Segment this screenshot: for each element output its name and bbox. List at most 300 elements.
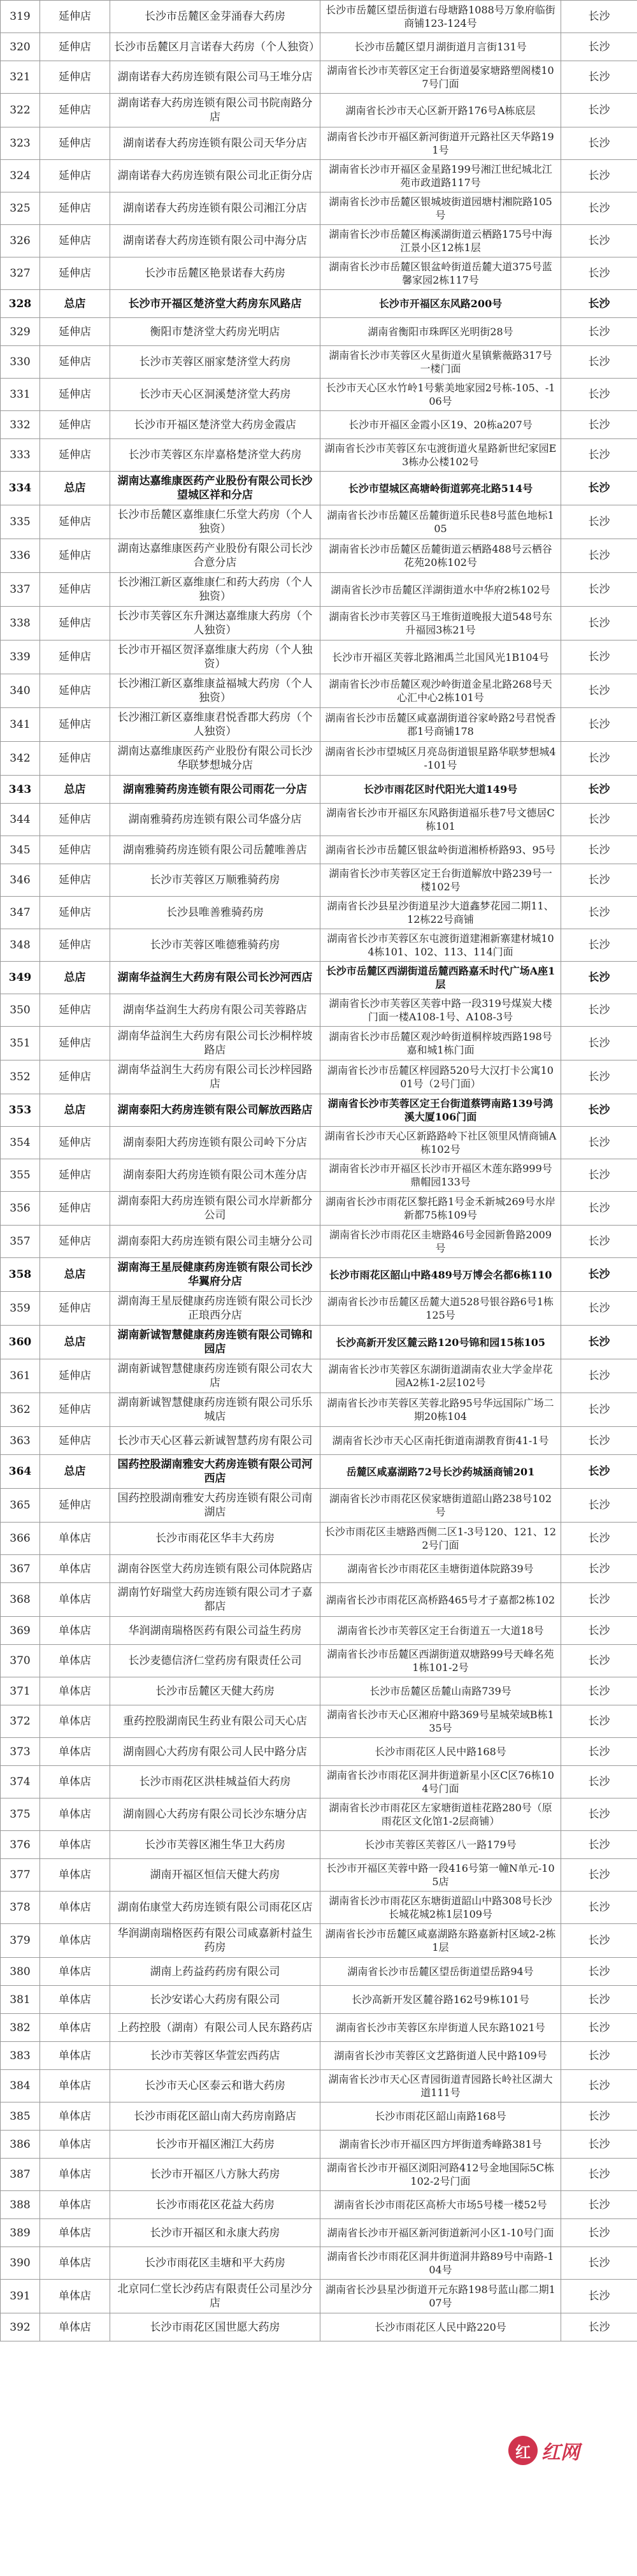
city: 长沙 <box>561 640 637 674</box>
city: 长沙 <box>561 318 637 346</box>
store-address: 湖南省长沙市天心区青园街道青园路长岭社区湖大道111号 <box>320 2070 561 2102</box>
store-name: 长沙安诺心大药房有限公司 <box>110 1986 320 2014</box>
city: 长沙 <box>561 804 637 836</box>
store-address: 湖南省长沙市雨花区高桥大市场5号楼一楼52号 <box>320 2191 561 2219</box>
table-row <box>1 674 637 708</box>
store-name: 湖南华益润生大药房有限公司长沙梓园路店 <box>110 1060 320 1094</box>
table-row <box>1 439 637 472</box>
table-row <box>1 2247 637 2280</box>
table-row <box>1 1127 637 1159</box>
store-name: 长沙市芙蓉区丽家楚济堂大药房 <box>110 346 320 379</box>
table-row <box>1 1292 637 1326</box>
city: 长沙 <box>561 1226 637 1258</box>
store-type: 延伸店 <box>40 505 110 539</box>
city: 长沙 <box>561 1127 637 1159</box>
store-type: 单体店 <box>40 2014 110 2042</box>
store-type: 单体店 <box>40 2102 110 2131</box>
store-name: 长沙市雨花区华丰大药房 <box>110 1523 320 1555</box>
row-number: 381 <box>1 1986 40 2014</box>
table-row <box>1 1859 637 1892</box>
store-address: 长沙市岳麓区岳麓山南路739号 <box>320 1677 561 1705</box>
store-address: 湖南省长沙市开福区东风路街道福乐巷7号文德居C栋101 <box>320 804 561 836</box>
city: 长沙 <box>561 127 637 160</box>
table-row <box>1 1326 637 1359</box>
row-number: 360 <box>1 1326 40 1359</box>
store-address: 湖南省长沙市雨花区高桥路465号才子嘉都2栋102 <box>320 1583 561 1617</box>
store-address: 长沙市雨花区时代阳光大道149号 <box>320 776 561 804</box>
store-name: 长沙市岳麓区嘉维康仁乐堂大药房（个人独资） <box>110 505 320 539</box>
table-row <box>1 1523 637 1555</box>
row-number: 385 <box>1 2102 40 2131</box>
table-row <box>1 994 637 1027</box>
store-name: 湖南诺春大药房连锁有限公司中海分店 <box>110 225 320 257</box>
table-row <box>1 2042 637 2070</box>
table-row <box>1 1427 637 1455</box>
row-number: 331 <box>1 379 40 411</box>
table-row <box>1 2070 637 2102</box>
store-address: 湖南省长沙市雨花区东塘街道韶山中路308号长沙长城花城2栋1层109号 <box>320 1892 561 1924</box>
row-number: 349 <box>1 962 40 994</box>
store-name: 长沙市芙蓉区唯德雅骑药房 <box>110 929 320 962</box>
table-row <box>1 607 637 640</box>
table-row <box>1 1798 637 1831</box>
store-type: 单体店 <box>40 1555 110 1583</box>
store-name: 国药控股湖南雅安大药房连锁有限公司南湖店 <box>110 1489 320 1523</box>
table-row <box>1 836 637 864</box>
city: 长沙 <box>561 1455 637 1489</box>
row-number: 378 <box>1 1892 40 1924</box>
store-name: 长沙市岳麓区天健大药房 <box>110 1677 320 1705</box>
city: 长沙 <box>561 864 637 897</box>
row-number: 354 <box>1 1127 40 1159</box>
table-row <box>1 61 637 94</box>
store-type: 延伸店 <box>40 1427 110 1455</box>
store-address: 湖南省长沙市开福区浏阳河路412号金地国际5C栋102-2号门面 <box>320 2159 561 2191</box>
store-address: 湖南省长沙市岳麓区岳麓街道乐民巷8号蓝色地标105 <box>320 505 561 539</box>
table-row <box>1 573 637 607</box>
city: 长沙 <box>561 379 637 411</box>
city: 长沙 <box>561 1859 637 1892</box>
row-number: 356 <box>1 1192 40 1226</box>
city: 长沙 <box>561 1393 637 1427</box>
store-address: 湖南省长沙市岳麓区银盆岭街道岳麓大道375号蓝馨家园2栋117号 <box>320 257 561 290</box>
store-address: 湖南省长沙市开福区四方坪街道秀峰路381号 <box>320 2131 561 2159</box>
row-number: 351 <box>1 1027 40 1060</box>
store-address: 湖南省长沙市雨花区左家塘街道桂花路280号（原雨花区文化馆1-2层商铺） <box>320 1798 561 1831</box>
table-row <box>1 1986 637 2014</box>
store-address: 湖南省长沙市岳麓区望岳街道望岳路94号 <box>320 1958 561 1986</box>
row-number: 344 <box>1 804 40 836</box>
store-type: 总店 <box>40 1094 110 1127</box>
store-address: 湖南省长沙市芙蓉区定王台街道晏家塘路塑阁楼107号门面 <box>320 61 561 94</box>
store-name: 长沙县唯善雅骑药房 <box>110 897 320 929</box>
store-name: 湖南雅骑药房连锁有限公司华盛分店 <box>110 804 320 836</box>
city: 长沙 <box>561 1192 637 1226</box>
row-number: 338 <box>1 607 40 640</box>
store-address: 湖南省长沙市芙蓉区定王台街道五一大道18号 <box>320 1617 561 1645</box>
city: 长沙 <box>561 505 637 539</box>
store-type: 单体店 <box>40 1705 110 1738</box>
row-number: 355 <box>1 1159 40 1192</box>
store-type: 单体店 <box>40 1892 110 1924</box>
row-number: 361 <box>1 1359 40 1393</box>
store-name: 湖南上药益药药房有限公司 <box>110 1958 320 1986</box>
watermark-text: 红网 <box>541 2442 580 2464</box>
store-type: 延伸店 <box>40 607 110 640</box>
table-row <box>1 2280 637 2313</box>
store-name: 湖南雅骑药房连锁有限公司雨花一分店 <box>110 776 320 804</box>
table-row <box>1 1766 637 1798</box>
table-row <box>1 897 637 929</box>
table-row <box>1 94 637 127</box>
store-name: 湖南诺春大药房连锁有限公司马王堆分店 <box>110 61 320 94</box>
store-address: 湖南省长沙市望城区月亮岛街道银星路华联梦想城4-101号 <box>320 742 561 776</box>
row-number: 343 <box>1 776 40 804</box>
store-name: 湖南达嘉维康医药产业股份有限公司长沙望城区祥和分店 <box>110 472 320 505</box>
store-type: 延伸店 <box>40 674 110 708</box>
table-row <box>1 472 637 505</box>
store-name: 长沙市芙蓉区万顺雅骑药房 <box>110 864 320 897</box>
store-type: 单体店 <box>40 2042 110 2070</box>
store-name: 长沙市芙蓉区东升渊达嘉维康大药房（个人独资） <box>110 607 320 640</box>
row-number: 387 <box>1 2159 40 2191</box>
store-type: 延伸店 <box>40 864 110 897</box>
store-type: 延伸店 <box>40 640 110 674</box>
table-row <box>1 257 637 290</box>
store-address: 长沙市望城区高塘岭街道郭亮北路514号 <box>320 472 561 505</box>
table-row <box>1 1094 637 1127</box>
row-number: 326 <box>1 225 40 257</box>
store-name: 长沙湘江新区嘉维康仁和药大药房（个人独资） <box>110 573 320 607</box>
city: 长沙 <box>561 346 637 379</box>
row-number: 336 <box>1 539 40 573</box>
store-name: 湖南新诚智慧健康药房连锁有限公司农大店 <box>110 1359 320 1393</box>
city: 长沙 <box>561 539 637 573</box>
city: 长沙 <box>561 1292 637 1326</box>
store-name: 湖南雅骑药房连锁有限公司岳麓唯善店 <box>110 836 320 864</box>
store-name: 长沙市天心区暮云新诚智慧药房有限公司 <box>110 1427 320 1455</box>
row-number: 359 <box>1 1292 40 1326</box>
store-name: 湖南诺春大药房连锁有限公司天华分店 <box>110 127 320 160</box>
row-number: 348 <box>1 929 40 962</box>
store-type: 延伸店 <box>40 1027 110 1060</box>
store-name: 华润湖南瑞格医药有限公司益生药房 <box>110 1617 320 1645</box>
row-number: 347 <box>1 897 40 929</box>
store-type: 单体店 <box>40 1583 110 1617</box>
store-type: 延伸店 <box>40 439 110 472</box>
store-type: 延伸店 <box>40 708 110 742</box>
row-number: 322 <box>1 94 40 127</box>
city: 长沙 <box>561 1060 637 1094</box>
store-type: 单体店 <box>40 1523 110 1555</box>
store-address: 湖南省长沙市雨花区圭塘街道体院路39号 <box>320 1555 561 1583</box>
store-type: 延伸店 <box>40 225 110 257</box>
city: 长沙 <box>561 1958 637 1986</box>
table-row <box>1 708 637 742</box>
store-name: 长沙麦德信济仁堂药房有限责任公司 <box>110 1645 320 1677</box>
store-address: 湖南省长沙市岳麓区梓园路520号大汉打卡公寓1001号（2号门面） <box>320 1060 561 1094</box>
store-name: 长沙市芙蓉区东岸嘉格楚济堂大药房 <box>110 439 320 472</box>
city: 长沙 <box>561 776 637 804</box>
store-address: 湖南省长沙市雨花区侯家塘街道韶山路238号102号 <box>320 1489 561 1523</box>
store-address: 湖南省长沙市芙蓉区文艺路街道人民中路109号 <box>320 2042 561 2070</box>
store-type: 延伸店 <box>40 160 110 192</box>
city: 长沙 <box>561 742 637 776</box>
store-name: 长沙市芙蓉区湘生华卫大药房 <box>110 1831 320 1859</box>
store-name: 长沙市雨花区国世愿大药房 <box>110 2313 320 2341</box>
table-row <box>1 804 637 836</box>
store-name: 湖南达嘉维康医药产业股份有限公司长沙合意分店 <box>110 539 320 573</box>
store-type: 延伸店 <box>40 1159 110 1192</box>
row-number: 321 <box>1 61 40 94</box>
store-name: 长沙市开福区贺泽嘉维康大药房（个人独资） <box>110 640 320 674</box>
store-name: 长沙市雨花区韶山南大药房南路店 <box>110 2102 320 2131</box>
store-address: 湖南省长沙市天心区南托街道南湖教育街41-1号 <box>320 1427 561 1455</box>
row-number: 365 <box>1 1489 40 1523</box>
row-number: 372 <box>1 1705 40 1738</box>
store-address: 湖南省衡阳市珠晖区光明街28号 <box>320 318 561 346</box>
city: 长沙 <box>561 1258 637 1292</box>
table-row <box>1 1958 637 1986</box>
store-type: 单体店 <box>40 1924 110 1958</box>
store-type: 单体店 <box>40 2219 110 2247</box>
table-row <box>1 127 637 160</box>
store-name: 长沙市开福区楚济堂大药房金霞店 <box>110 411 320 439</box>
store-type: 总店 <box>40 1326 110 1359</box>
store-name: 长沙市开福区八方脉大药房 <box>110 2159 320 2191</box>
store-address: 长沙市雨花区圭塘路西侧二区1-3号120、121、122号门面 <box>320 1523 561 1555</box>
city: 长沙 <box>561 1555 637 1583</box>
city: 长沙 <box>561 897 637 929</box>
table-row <box>1 1359 637 1393</box>
store-address: 长沙市雨花区人民中路168号 <box>320 1738 561 1766</box>
store-name: 长沙市开福区和永康大药房 <box>110 2219 320 2247</box>
store-name: 湖南泰阳大药房连锁有限公司圭塘分公司 <box>110 1226 320 1258</box>
row-number: 390 <box>1 2247 40 2280</box>
table-row <box>1 1192 637 1226</box>
store-type: 延伸店 <box>40 1393 110 1427</box>
row-number: 345 <box>1 836 40 864</box>
table-row <box>1 864 637 897</box>
store-name: 长沙市雨花区洪桂城益佰大药房 <box>110 1766 320 1798</box>
row-number: 328 <box>1 290 40 318</box>
city: 长沙 <box>561 33 637 61</box>
store-type: 总店 <box>40 776 110 804</box>
store-type: 总店 <box>40 1455 110 1489</box>
watermark-mark: 红 <box>508 2436 538 2465</box>
store-address: 湖南省长沙市开福区长沙市开福区木莲东路999号鼎帽园133号 <box>320 1159 561 1192</box>
table-row <box>1 1555 637 1583</box>
row-number: 374 <box>1 1766 40 1798</box>
store-name: 湖南开福区恒信天健大药房 <box>110 1859 320 1892</box>
row-number: 383 <box>1 2042 40 2070</box>
city: 长沙 <box>561 2070 637 2102</box>
row-number: 332 <box>1 411 40 439</box>
store-type: 单体店 <box>40 2313 110 2341</box>
store-address: 湖南省长沙市芙蓉区芙蓉北路95号华远国际广场二期20栋104 <box>320 1393 561 1427</box>
store-name: 湖南海王星辰健康药房连锁有限公司长沙华翼府分店 <box>110 1258 320 1292</box>
store-address: 岳麓区咸嘉湖路72号长沙药城涵商铺201 <box>320 1455 561 1489</box>
store-address: 湖南省长沙市岳麓区观沙岭街道金星北路268号天心汇中心2栋101号 <box>320 674 561 708</box>
store-address: 长沙高新开发区麓谷路162号9栋101号 <box>320 1986 561 2014</box>
city: 长沙 <box>561 1583 637 1617</box>
store-address: 湖南省长沙市芙蓉区马王堆街道晚报大道548号东升福园3栋21号 <box>320 607 561 640</box>
store-name: 湖南达嘉维康医药产业股份有限公司长沙华联梦想城分店 <box>110 742 320 776</box>
store-name: 衡阳市楚济堂大药房光明店 <box>110 318 320 346</box>
store-type: 延伸店 <box>40 994 110 1027</box>
store-type: 延伸店 <box>40 742 110 776</box>
city: 长沙 <box>561 2102 637 2131</box>
store-address: 湖南省长沙市雨花区圭塘路46号金园新鲁路2009号 <box>320 1226 561 1258</box>
table-row <box>1 346 637 379</box>
row-number: 335 <box>1 505 40 539</box>
store-type: 单体店 <box>40 2131 110 2159</box>
store-type: 总店 <box>40 290 110 318</box>
table-row <box>1 1738 637 1766</box>
store-type: 延伸店 <box>40 897 110 929</box>
city: 长沙 <box>561 290 637 318</box>
table-row <box>1 225 637 257</box>
store-address: 湖南省长沙市天心区新路路岭下社区领里风情商铺A栋102号 <box>320 1127 561 1159</box>
store-type: 单体店 <box>40 2247 110 2280</box>
store-address: 湖南省长沙市雨花区洞井街道洞井路89号中南路-104号 <box>320 2247 561 2280</box>
store-name: 长沙市天心区泰云和谐大药房 <box>110 2070 320 2102</box>
store-type: 单体店 <box>40 1986 110 2014</box>
store-name: 湖南圆心大药房有限公司长沙东塘分店 <box>110 1798 320 1831</box>
store-name: 长沙市芙蓉区华萱宏西药店 <box>110 2042 320 2070</box>
store-type: 延伸店 <box>40 1226 110 1258</box>
store-address: 湖南省长沙市芙蓉区东岸街道人民东路1021号 <box>320 2014 561 2042</box>
row-number: 379 <box>1 1924 40 1958</box>
store-name: 湖南谷医堂大药房连锁有限公司体院路店 <box>110 1555 320 1583</box>
store-name: 湖南圆心大药房有限公司人民中路分店 <box>110 1738 320 1766</box>
store-type: 单体店 <box>40 2191 110 2219</box>
store-address: 湖南省长沙市岳麓区观沙岭街道桐梓坡西路198号嘉和城1栋门面 <box>320 1027 561 1060</box>
city: 长沙 <box>561 94 637 127</box>
store-address: 长沙市雨花区韶山中路489号万博会名都6栋110 <box>320 1258 561 1292</box>
store-name: 湖南泰阳大药房连锁有限公司水岸新都分公司 <box>110 1192 320 1226</box>
table-row <box>1 962 637 994</box>
store-name: 长沙市岳麓区月言诺春大药房（个人独资） <box>110 33 320 61</box>
store-address: 长沙市岳麓区望岳街道右母塘路1088号万象府临街商铺123-124号 <box>320 1 561 33</box>
store-type: 延伸店 <box>40 573 110 607</box>
store-address: 湖南省长沙市芙蓉区东屯渡街道建湘新寨建材城104栋101、102、113、114门面 <box>320 929 561 962</box>
store-address: 湖南省长沙市岳麓区咸嘉湖路东路嘉新村区域2-2栋1层 <box>320 1924 561 1958</box>
city: 长沙 <box>561 2014 637 2042</box>
store-name: 长沙市雨花区花益大药房 <box>110 2191 320 2219</box>
city: 长沙 <box>561 439 637 472</box>
city: 长沙 <box>561 1924 637 1958</box>
store-type: 总店 <box>40 962 110 994</box>
store-type: 延伸店 <box>40 318 110 346</box>
store-address: 湖南省长沙市岳麓区银城坡街道园塘村湘院路105号 <box>320 192 561 225</box>
row-number: 342 <box>1 742 40 776</box>
row-number: 324 <box>1 160 40 192</box>
city: 长沙 <box>561 1326 637 1359</box>
table-row <box>1 1924 637 1958</box>
table-row <box>1 1455 637 1489</box>
store-address: 湖南省长沙市岳麓区岳麓大道528号银谷路6号1栋125号 <box>320 1292 561 1326</box>
table-row <box>1 33 637 61</box>
store-type: 单体店 <box>40 1766 110 1798</box>
row-number: 339 <box>1 640 40 674</box>
store-type: 单体店 <box>40 1859 110 1892</box>
store-type: 总店 <box>40 1258 110 1292</box>
store-type: 延伸店 <box>40 1359 110 1393</box>
store-address: 长沙市开福区芙蓉北路湘禹兰北国风光1B104号 <box>320 640 561 674</box>
store-address: 湖南省长沙市岳麓区西湖街道双塘路99号天峰名苑1栋101-2号 <box>320 1645 561 1677</box>
store-name: 湖南新诚智慧健康药房连锁有限公司锦和园店 <box>110 1326 320 1359</box>
row-number: 377 <box>1 1859 40 1892</box>
store-type: 单体店 <box>40 1738 110 1766</box>
store-type: 单体店 <box>40 2070 110 2102</box>
row-number: 391 <box>1 2280 40 2313</box>
table-row <box>1 1060 637 1094</box>
table-row <box>1 640 637 674</box>
store-type: 延伸店 <box>40 346 110 379</box>
table-row <box>1 2159 637 2191</box>
store-type: 延伸店 <box>40 33 110 61</box>
city: 长沙 <box>561 1892 637 1924</box>
city: 长沙 <box>561 2191 637 2219</box>
row-number: 368 <box>1 1583 40 1617</box>
store-name: 湖南佑康堂大药房连锁有限公司雨花区店 <box>110 1892 320 1924</box>
row-number: 386 <box>1 2131 40 2159</box>
store-address: 湖南省长沙市芙蓉区火星街道火星镇紫薇路317号一楼门面 <box>320 346 561 379</box>
store-name: 湖南泰阳大药房连锁有限公司解放西路店 <box>110 1094 320 1127</box>
store-address: 湖南省长沙市芙蓉区定王台街道蔡锷南路139号鸿溪大厦106门面 <box>320 1094 561 1127</box>
store-address: 湖南省长沙市天心区新开路176号A栋底层 <box>320 94 561 127</box>
store-address: 湖南省长沙县星沙街道星沙大道鑫梦花园二期11、12栋22号商铺 <box>320 897 561 929</box>
city: 长沙 <box>561 1 637 33</box>
row-number: 352 <box>1 1060 40 1094</box>
table-row <box>1 2014 637 2042</box>
store-type: 延伸店 <box>40 1 110 33</box>
row-number: 362 <box>1 1393 40 1427</box>
store-type: 延伸店 <box>40 1060 110 1094</box>
city: 长沙 <box>561 2313 637 2341</box>
city: 长沙 <box>561 1523 637 1555</box>
row-number: 380 <box>1 1958 40 1986</box>
store-address: 长沙市雨花区人民中路220号 <box>320 2313 561 2341</box>
row-number: 382 <box>1 2014 40 2042</box>
city: 长沙 <box>561 2042 637 2070</box>
city: 长沙 <box>561 607 637 640</box>
city: 长沙 <box>561 1159 637 1192</box>
store-name: 上药控股（湖南）有限公司人民东路药店 <box>110 2014 320 2042</box>
row-number: 319 <box>1 1 40 33</box>
store-name: 湖南诺春大药房连锁有限公司湘江分店 <box>110 192 320 225</box>
row-number: 340 <box>1 674 40 708</box>
store-name: 长沙市岳麓区艳景诺春大药房 <box>110 257 320 290</box>
row-number: 320 <box>1 33 40 61</box>
city: 长沙 <box>561 2159 637 2191</box>
city: 长沙 <box>561 1094 637 1127</box>
table-row <box>1 1393 637 1427</box>
table-row <box>1 1645 637 1677</box>
city: 长沙 <box>561 1489 637 1523</box>
store-address: 长沙市雨花区韶山南路168号 <box>320 2102 561 2131</box>
table-row <box>1 379 637 411</box>
city: 长沙 <box>561 994 637 1027</box>
city: 长沙 <box>561 708 637 742</box>
store-type: 延伸店 <box>40 804 110 836</box>
city: 长沙 <box>561 1677 637 1705</box>
store-type: 单体店 <box>40 1677 110 1705</box>
table-row <box>1 290 637 318</box>
store-type: 单体店 <box>40 1617 110 1645</box>
store-name: 重药控股湖南民生药业有限公司天心店 <box>110 1705 320 1738</box>
